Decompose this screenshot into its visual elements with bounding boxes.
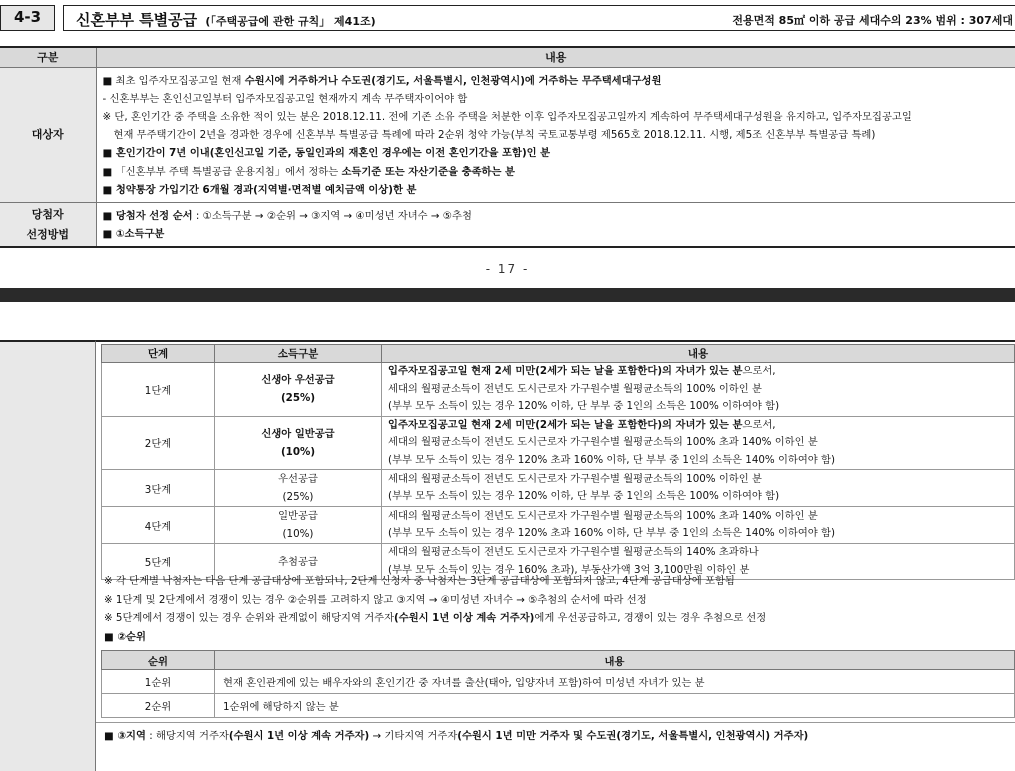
stage-cell: 1단계 <box>102 363 215 417</box>
note-line: ※ 5단계에서 경쟁이 있는 경우 순위와 관계없이 해당지역 거주자(수원시 1년 이상 계속 거주자)에게 우선공급하고, 경쟁이 있는 경우 추첨으로 선정 <box>104 612 767 624</box>
description-cell: 세대의 월평균소득이 전년도 도시근로자 가구원수별 월평균소득의 100% 이하인 분 (부부 모두 소득이 있는 경우 120% 이하, 단 부부 중 1인의 소득은 100% 이하여야 함) <box>382 470 1015 507</box>
income-header-category: 소득구분 <box>215 345 382 363</box>
description-cell: 입주자모집공고일 현재 2세 미만(2세가 되는 날을 포함한다)의 자녀가 있는 분으로서, 세대의 월평균소득이 전년도 도시근로자 가구원수별 월평균소득의 100% 이하인 분 (부부 모두 소득이 있는 경우 120% 이하, 단 부부 중 1인의 소득은 100% 이하여야 함) <box>382 363 1015 417</box>
notes-block <box>104 572 766 646</box>
region-line: ■ ③지역 : 해당지역 거주자(수원시 1년 이상 계속 거주자) → 기타지역 거주자(수원시 1년 미만 거주자 및 수도권(경기도, 서울특별시, 인천광역시) 거주자) <box>96 722 1015 746</box>
stage-cell: 4단계 <box>102 507 215 544</box>
eligible-line: ※ 단, 혼인기간 중 주택을 소유한 적이 있는 분은 2018.12.11. 전에 기존 소유 주택을 처분한 이후 입주자모집공고일까지 계속하여 무주택세대구성원을 유지하고, 입주자모집공고일 <box>102 110 912 123</box>
header-content: 내용 <box>96 47 1015 67</box>
table-row <box>102 363 1015 417</box>
rank-heading: ■ ②순위 <box>104 630 146 643</box>
description-cell: 세대의 월평균소득이 전년도 도시근로자 가구원수별 월평균소득의 100% 초과 140% 이하인 분 (부부 모두 소득이 있는 경우 120% 초과 160% 이하, 단 부부 중 1인의 소득은 140% 이하여야 함) <box>382 507 1015 544</box>
rank-header-rank: 순위 <box>102 651 215 670</box>
eligible-line: ■ 최초 입주자모집공고일 현재 수원시에 거주하거나 수도권(경기도, 서울특별시, 인천광역시)에 거주하는 무주택세대구성원 <box>102 74 662 87</box>
stage-cell: 2단계 <box>102 416 215 470</box>
section-title <box>76 9 376 30</box>
rank-header-content: 내용 <box>215 651 1015 670</box>
page-separator <box>0 288 1015 302</box>
eligible-line: - 신혼부부는 혼인신고일부터 입주자모집공고일 현재까지 계속 무주택자이어야 함 <box>102 92 468 105</box>
eligible-line: ■ 혼인기간이 7년 이내(혼인신고일 기준, 동일인과의 재혼인 경우에는 이전 혼인기간을 포함)인 분 <box>102 147 551 160</box>
description-cell: 입주자모집공고일 현재 2세 미만(2세가 되는 날을 포함한다)의 자녀가 있는 분으로서, 세대의 월평균소득이 전년도 도시근로자 가구원수별 월평균소득의 100% 초과 140% 이하인 분 (부부 모두 소득이 있는 경우 120% 초과 160% 이하, 단 부부 중 1인의 소득은 140% 이하여야 함) <box>382 416 1015 470</box>
table-row <box>102 470 1015 507</box>
table-row <box>102 416 1015 470</box>
supply-quota: 전용면적 85㎡ 이하 공급 세대수의 23% 범위 : 307세대 <box>732 14 1013 27</box>
category-cell: 신생아 우선공급 (25%) <box>215 363 382 417</box>
income-header-content: 내용 <box>382 345 1015 363</box>
continuation-top-border <box>96 340 1015 342</box>
stage-cell: 5단계 <box>102 544 215 580</box>
rank-description: 현재 혼인관계에 있는 배우자와의 혼인기간 중 자녀를 출산(태아, 입양자녀 포함)하여 미성년 자녀가 있는 분 <box>215 670 1015 694</box>
eligible-line: ■ 청약통장 가입기간 6개월 경과(지역별·면적별 예치금액 이상)한 분 <box>102 183 417 196</box>
method-line: ■ ①소득구분 <box>102 228 165 241</box>
income-header-stage: 단계 <box>102 345 215 363</box>
table-row <box>102 507 1015 544</box>
category-cell: 신생아 일반공급 (10%) <box>215 416 382 470</box>
rank-description: 1순위에 해당하지 않는 분 <box>215 694 1015 718</box>
category-cell: 일반공급 (10%) <box>215 507 382 544</box>
description-cell: 세대의 월평균소득이 전년도 도시근로자 가구원수별 월평균소득의 140% 초과하나 (부부 모두 소득이 있는 경우 160% 초과), 부동산가액 3억 3,100만원 이하인 분 <box>382 544 1015 580</box>
page-number: - 17 - <box>485 262 530 276</box>
rank-cell: 1순위 <box>102 670 215 694</box>
method-label: 당첨자 선정방법 <box>0 202 96 247</box>
category-cell: 추첨공급 <box>215 544 382 580</box>
note-line: ※ 1단계 및 2단계에서 경쟁이 있는 경우 ②순위를 고려하지 않고 ③지역 → ④미성년 자녀수 → ⑤추첨의 순서에 따라 선정 <box>104 593 647 606</box>
rank-cell: 2순위 <box>102 694 215 718</box>
table-header-row <box>0 47 1015 67</box>
eligibility-table <box>0 46 1015 248</box>
eligible-content <box>96 67 1015 202</box>
section-number: 4-3 <box>0 5 55 31</box>
section-subtitle: (「주택공급에 관한 규칙」 제41조) <box>205 15 376 28</box>
note-line: ※ 각 단계별 낙첨자는 다음 단계 공급대상에 포함되나, 2단계 신청자 중 낙첨자는 3단계 공급대상에 포함되지 않고, 4단계 공급대상에 포함됨 <box>104 575 735 587</box>
income-table <box>101 344 1015 580</box>
eligible-row <box>0 67 1015 202</box>
income-header-row <box>102 345 1015 363</box>
table-row <box>102 694 1015 718</box>
continuation-label-cell <box>0 340 96 771</box>
stage-cell: 3단계 <box>102 470 215 507</box>
rank-header-row <box>102 651 1015 670</box>
section-title-box <box>63 5 1015 31</box>
method-line: ■ 당첨자 선정 순서 : ①소득구분 → ②순위 → ③지역 → ④미성년 자녀수 → ⑤추첨 <box>102 209 472 222</box>
section-header <box>0 2 1015 34</box>
header-category: 구분 <box>0 47 96 67</box>
eligible-label: 대상자 <box>0 67 96 202</box>
eligible-line: ■ 「신혼부부 주택 특별공급 운용지침」에서 정하는 소득기준 또는 자산기준을 충족하는 분 <box>102 165 515 178</box>
table-row <box>102 670 1015 694</box>
eligible-line: 현재 무주택기간이 2년을 경과한 경우에 신혼부부 특별공급 특례에 따라 2순위 청약 가능(부칙 국토교통부령 제565호 2018.12.11. 시행, 제5조 신혼부부 특별공급 특례) <box>113 129 876 142</box>
method-content <box>96 202 1015 247</box>
category-cell: 우선공급 (25%) <box>215 470 382 507</box>
section-title-text: 신혼부부 특별공급 <box>76 11 198 29</box>
method-row <box>0 202 1015 247</box>
rank-table <box>101 650 1015 718</box>
